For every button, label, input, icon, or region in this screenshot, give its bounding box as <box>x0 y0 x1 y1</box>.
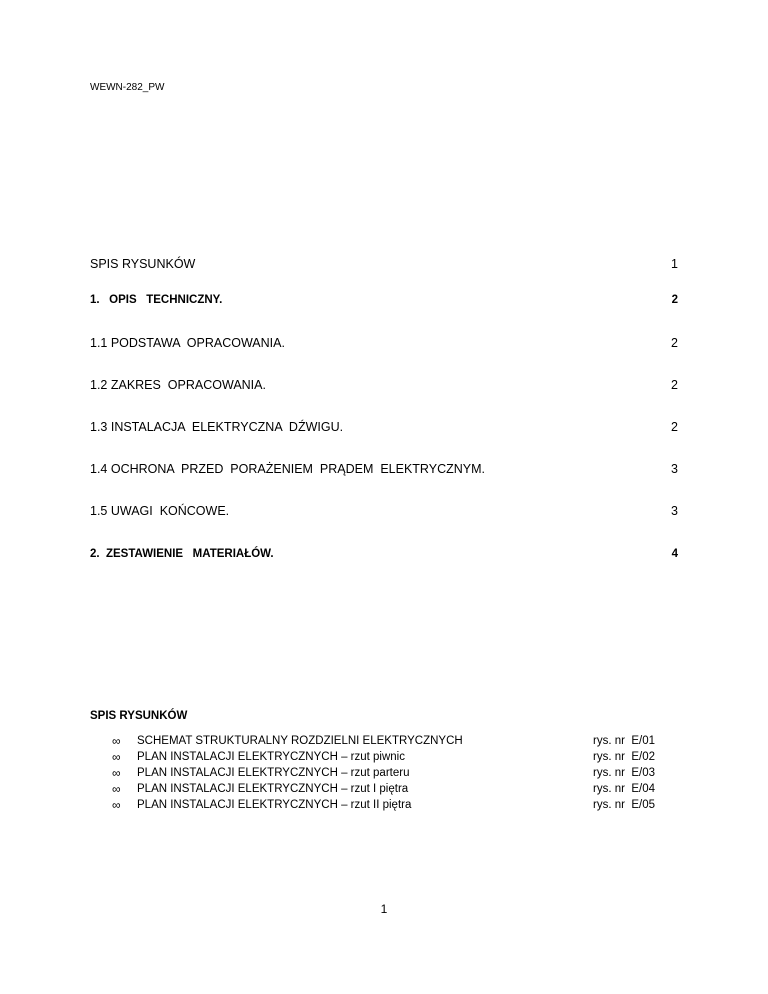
toc-entry-page: 3 <box>671 462 678 476</box>
toc-entry-page: 2 <box>671 336 678 350</box>
toc-entry-label: SPIS RYSUNKÓW <box>90 257 196 271</box>
list-item <box>90 781 680 797</box>
toc-entry-label: 1.3 INSTALACJA ELEKTRYCZNA DŹWIGU. <box>90 420 344 434</box>
list-item <box>90 749 680 765</box>
toc-entry-page: 2 <box>671 294 678 306</box>
drawing-number: rys. nr E/02 <box>593 751 655 763</box>
toc-entry-basis <box>90 335 678 352</box>
toc-entry-page: 1 <box>671 257 678 271</box>
toc-entry-page: 4 <box>671 548 678 560</box>
toc-entry-label: 2. ZESTAWIENIE MATERIAŁÓW. <box>90 548 274 560</box>
toc-entry-page: 2 <box>671 420 678 434</box>
infinity-bullet-icon: ∞ <box>112 782 121 796</box>
drawings-list <box>90 733 680 813</box>
list-item <box>90 765 680 781</box>
drawing-title: PLAN INSTALACJI ELEKTRYCZNYCH – rzut parteru <box>137 767 410 779</box>
toc-entry-shock-protection <box>90 461 678 478</box>
toc-entry-page: 3 <box>671 504 678 518</box>
drawing-title: PLAN INSTALACJI ELEKTRYCZNYCH – rzut II piętra <box>137 799 412 811</box>
list-item <box>90 733 680 749</box>
toc-entry-drawings-list <box>90 256 678 273</box>
list-item <box>90 797 680 813</box>
page-number: 1 <box>380 902 388 916</box>
infinity-bullet-icon: ∞ <box>112 766 121 780</box>
drawing-number: rys. nr E/04 <box>593 783 655 795</box>
toc-entry-final-remarks <box>90 503 678 520</box>
toc-entry-technical-description <box>90 292 678 309</box>
document-code: WEWN-282_PW <box>90 82 165 93</box>
toc-entry-page: 2 <box>671 378 678 392</box>
toc-entry-scope <box>90 377 678 394</box>
infinity-bullet-icon: ∞ <box>112 798 121 812</box>
infinity-bullet-icon: ∞ <box>112 750 121 764</box>
table-of-contents <box>90 256 678 560</box>
drawing-title: PLAN INSTALACJI ELEKTRYCZNYCH – rzut piwnic <box>137 751 405 763</box>
toc-entry-label: 1.5 UWAGI KOŃCOWE. <box>90 504 230 518</box>
toc-entry-label: 1.2 ZAKRES OPRACOWANIA. <box>90 378 266 392</box>
drawing-title: PLAN INSTALACJI ELEKTRYCZNYCH – rzut I piętra <box>137 783 409 795</box>
drawing-number: rys. nr E/01 <box>593 735 655 747</box>
toc-entry-materials-list <box>90 546 678 563</box>
drawing-title: SCHEMAT STRUKTURALNY ROZDZIELNI ELEKTRYCZNYCH <box>137 735 463 747</box>
drawing-number: rys. nr E/03 <box>593 767 655 779</box>
infinity-bullet-icon: ∞ <box>112 734 121 748</box>
toc-entry-elevator-installation <box>90 419 678 436</box>
toc-entry-label: 1.4 OCHRONA PRZED PORAŻENIEM PRĄDEM ELEKTRYCZNYM. <box>90 462 485 476</box>
drawing-number: rys. nr E/05 <box>593 799 655 811</box>
toc-entry-label: 1.1 PODSTAWA OPRACOWANIA. <box>90 336 285 350</box>
toc-entry-label: 1. OPIS TECHNICZNY. <box>90 294 223 306</box>
drawings-list-title: SPIS RYSUNKÓW <box>90 710 188 722</box>
